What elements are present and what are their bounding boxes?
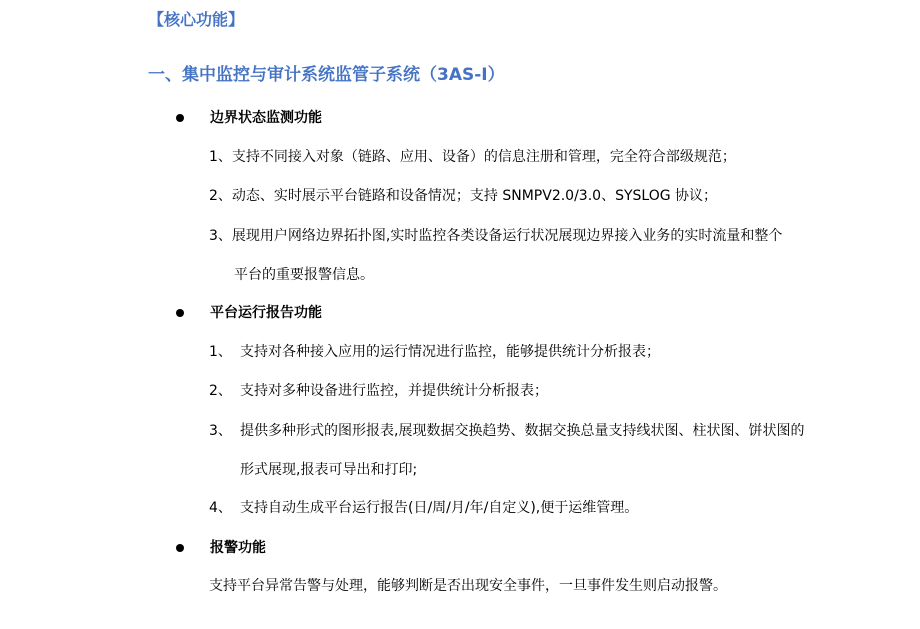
bullet-dot-icon <box>176 309 184 317</box>
bullet-dot-icon <box>176 114 184 122</box>
bullet-alarm <box>176 537 266 559</box>
list-item <box>209 420 804 442</box>
list-item <box>209 341 660 363</box>
item-number: 2、 <box>209 188 232 204</box>
alarm-description: 支持平台异常告警与处理，能够判断是否出现安全事件，一旦事件发生则启动报警。 <box>209 578 727 594</box>
item-number: 1、 <box>209 149 232 165</box>
bullet-title: 报警功能 <box>210 540 266 556</box>
item-number: 3、 <box>209 228 232 244</box>
subsystem-heading: 一、集中监控与审计系统监管子系统（3AS-I） <box>148 65 505 85</box>
item-text: 动态、实时展示平台链路和设备情况；支持 SNMPV2.0/3.0、SYSLOG 协议； <box>231 188 718 204</box>
list-item <box>209 497 638 519</box>
item-number: 4、 <box>209 500 232 516</box>
bullet-title: 边界状态监测功能 <box>210 110 322 126</box>
item-text: 展现用户网络边界拓扑图,实时监控各类设备运行状况展现边界接入业务的实时流量和整个 <box>231 228 783 244</box>
item-number: 2、 <box>209 383 232 399</box>
bullet-border-monitoring <box>176 107 322 129</box>
item-text: 支持对各种接入应用的运行情况进行监控，能够提供统计分析报表； <box>240 344 660 360</box>
item-text: 支持不同接入对象（链路、应用、设备）的信息注册和管理，完全符合部级规范； <box>231 149 736 165</box>
bullet-dot-icon <box>176 544 184 552</box>
item-number: 1、 <box>209 344 232 360</box>
list-item <box>209 225 782 247</box>
bullet-title: 平台运行报告功能 <box>210 305 322 321</box>
item-continuation: 形式展现,报表可导出和打印; <box>240 462 418 478</box>
core-functions-tag: 【核心功能】 <box>148 10 245 29</box>
item-continuation: 平台的重要报警信息。 <box>234 267 374 283</box>
list-item <box>209 380 548 402</box>
list-item <box>209 146 736 168</box>
item-text: 提供多种形式的图形报表,展现数据交换趋势、数据交换总量支持线状图、柱状图、饼状图的 <box>240 423 805 439</box>
item-number: 3、 <box>209 423 232 439</box>
item-text: 支持对多种设备进行监控，并提供统计分析报表； <box>240 383 548 399</box>
list-item <box>209 185 717 207</box>
bullet-platform-report <box>176 302 322 324</box>
item-text: 支持自动生成平台运行报告(日/周/月/年/自定义),便于运维管理。 <box>240 500 639 516</box>
